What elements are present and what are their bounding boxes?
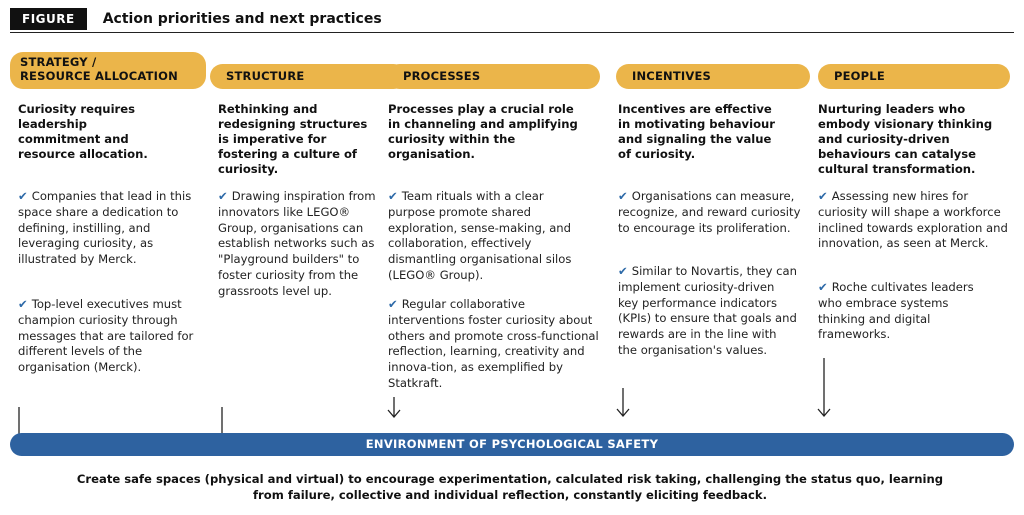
bullet-people-2: ✔ Roche cultivates leaders who embrace systems thinking and digital frameworks. [818,280,974,342]
intro-strategy: Curiosity requires leadership commitment and resource allocation. [18,102,148,161]
footer-statement: Create safe spaces (physical and virtual) to encourage experimentation, calculated risk taking, challenging the status quo, learning from failure, collective and individual reflection, constantly eliciting feedback. [76,472,944,502]
heading-pill-people [818,64,1010,89]
bullet-incentives-2: ✔ Similar to Novartis, they can implement curiosity-driven key performance indicators (KPIs) to ensure that goals and rewards are in the line with the organisation's values. [618,264,797,357]
arrow-down-icon [614,388,632,418]
figure-tag: FIGURE [10,8,87,30]
bullet-processes-2: ✔ Regular collaborative interventions foster curiosity about others and promote cross-functional reflection, learning, creativity and innova-tion, as exemplified by Statkraft. [388,297,599,390]
bullet-strategy-2: ✔ Top-level executives must champion curiosity through messages that are tailored for different levels of the organisation (Merck). [18,297,194,375]
heading-people: PEOPLE [834,69,885,83]
check-icon: ✔ [618,264,628,278]
arrow-down-icon [385,397,403,419]
intro-structure: Rethinking and redesigning structures is imperative for fostering a culture of curiosity. [218,102,368,176]
heading-processes: PROCESSES [403,69,481,83]
heading-pill-strategy [10,52,206,89]
bullet-incentives-1: ✔ Organisations can measure, recognize, and reward curiosity to encourage its proliferation. [618,189,801,235]
header-divider [10,32,1014,33]
heading-pill-processes [387,64,600,89]
figure-header [10,8,382,30]
check-icon: ✔ [818,280,828,294]
bullet-processes-1: ✔ Team rituals with a clear purpose promote shared exploration, sense-making, and collaboration, effectively dismantling organisational silos (LEGO® Group). [388,189,572,282]
heading-pill-structure [210,64,406,89]
figure-title: Action priorities and next practices [102,11,382,27]
heading-strategy-line1: STRATEGY / [20,55,97,69]
check-icon: ✔ [388,189,398,203]
heading-strategy-line2: RESOURCE ALLOCATION [20,69,178,83]
bullet-people-1: ✔ Assessing new hires for curiosity will shape a workforce inclined towards exploration and innovation, as seen at Merck. [818,189,1008,251]
check-icon: ✔ [18,189,28,203]
bullet-structure-1: ✔ Drawing inspiration from innovators like LEGO® Group, organisations can establish networks such as "Playground builders" to foster curiosity from the grassroots level up. [218,189,376,298]
intro-processes: Processes play a crucial role in channeling and amplifying curiosity within the organisation. [388,102,578,161]
environment-banner: ENVIRONMENT OF PSYCHOLOGICAL SAFETY [10,433,1014,456]
bullet-strategy-1: ✔ Companies that lead in this space share a dedication to defining, instilling, and leveraging curiosity, as illustrated by Merck. [18,189,192,267]
check-icon: ✔ [388,297,398,311]
arrow-down-icon [815,358,833,418]
heading-structure: STRUCTURE [226,69,305,83]
check-icon: ✔ [18,297,28,311]
intro-people: Nurturing leaders who embody visionary thinking and curiosity-driven behaviours can catalyse cultural transformation. [818,102,993,176]
check-icon: ✔ [218,189,228,203]
intro-incentives: Incentives are effective in motivating behaviour and signaling the value of curiosity. [618,102,776,161]
heading-incentives: INCENTIVES [632,69,711,83]
check-icon: ✔ [818,189,828,203]
heading-pill-incentives [616,64,810,89]
check-icon: ✔ [618,189,628,203]
